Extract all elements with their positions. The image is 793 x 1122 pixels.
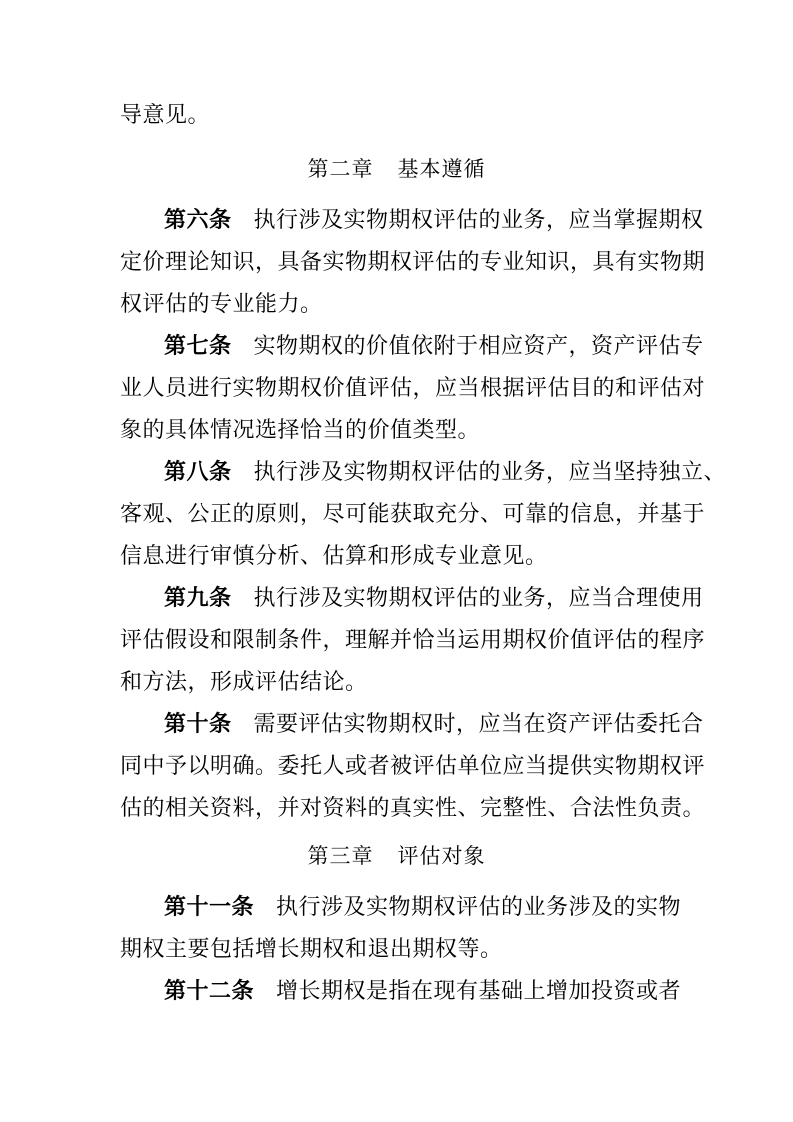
article-8-line-1 [164,459,727,487]
chapter-2-title: 基本遵循 [397,157,486,181]
chapter-3-heading [0,842,793,870]
article-7-label: 第七条 [164,334,232,359]
intro-tail-text: 导意见。 [120,103,211,128]
article-7-text-1: 实物期权的价值依附于相应资产，资产评估专 [253,334,704,359]
article-9-line-1 [164,585,704,613]
article-6-text-1: 执行涉及实物期权评估的业务，应当掌握期权 [253,208,704,233]
chapter-2-number: 第二章 [307,157,374,181]
article-8-line-3: 信息进行审慎分析、估算和形成专业意见。 [120,544,548,569]
article-6-line-3: 权评估的专业能力。 [120,292,323,317]
article-8-line-2: 客观、公正的原则，尽可能获取充分、可靠的信息，并基于 [120,502,706,527]
article-8-text-1: 执行涉及实物期权评估的业务，应当坚持独立、 [253,460,727,485]
article-10-line-3: 估的相关资料，并对资料的真实性、完整性、合法性负责。 [120,796,706,821]
article-6-line-2: 定价理论知识，具备实物期权评估的专业知识，具有实物期 [120,250,706,275]
article-10-line-2: 同中予以明确。委托人或者被评估单位应当提供实物期权评 [120,754,706,779]
article-12-line-1 [164,978,682,1006]
chapter-3-number: 第三章 [307,844,374,868]
article-7-line-3: 象的具体情况选择恰当的价值类型。 [120,418,481,443]
article-7-line-1 [164,333,704,361]
article-9-line-2: 评估假设和限制条件，理解并恰当运用期权价值评估的程序 [120,628,706,653]
article-11-line-2: 期权主要包括增长期权和退出期权等。 [120,937,503,962]
article-8-label: 第八条 [164,460,232,485]
article-6-line-1 [164,207,704,235]
article-11-label: 第十一条 [164,895,255,920]
article-6-label: 第六条 [164,208,232,233]
article-9-line-3: 和方法，形成评估结论。 [120,670,368,695]
article-11-text-1: 执行涉及实物期权评估的业务涉及的实物 [276,895,682,920]
chapter-2-heading [0,155,793,183]
article-11-line-1 [164,894,682,922]
chapter-3-title: 评估对象 [397,844,486,868]
article-10-text-1: 需要评估实物期权时，应当在资产评估委托合 [253,712,704,737]
article-10-line-1 [164,711,704,739]
article-7-line-2: 业人员进行实物期权价值评估，应当根据评估目的和评估对 [120,376,706,401]
article-9-label: 第九条 [164,586,232,611]
article-9-text-1: 执行涉及实物期权评估的业务，应当合理使用 [253,586,704,611]
article-10-label: 第十条 [164,712,232,737]
article-12-text-1: 增长期权是指在现有基础上增加投资或者 [276,979,682,1004]
article-12-label: 第十二条 [164,979,255,1004]
